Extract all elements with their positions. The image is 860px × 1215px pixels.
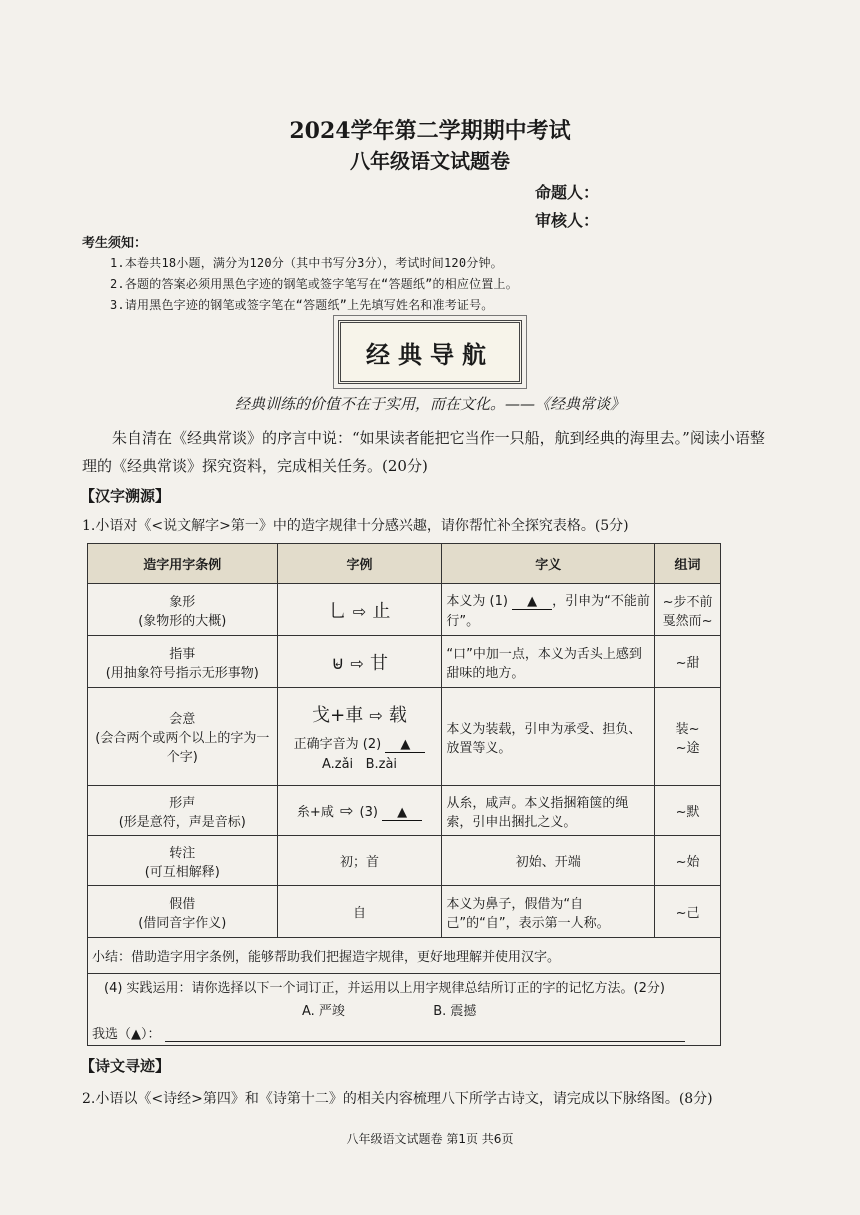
words-cell: ~默 xyxy=(655,786,721,836)
practice-row xyxy=(88,974,721,1046)
answer-blank[interactable]: ▲ xyxy=(512,594,552,610)
example-cell: ⺃ ⇨ 止 xyxy=(277,584,442,636)
example-cell: ⊌ ⇨ 甘 xyxy=(277,636,442,688)
arrow-right-icon: ⇨ xyxy=(369,706,383,725)
table-row xyxy=(88,636,721,688)
example-cell: 初；首 xyxy=(277,836,442,886)
choose-line xyxy=(92,1023,716,1042)
setter-label: 命题人： xyxy=(535,183,600,202)
example-cell: 戈+車 ⇨ 载 正确字音为 (2) ▲ A.zǎi B.zài xyxy=(277,688,442,786)
notice-item: 3.请用黑色字迹的钢笔或签字笔在“答题纸”上先填写姓名和准考证号。 xyxy=(110,298,494,312)
answer-blank[interactable]: ▲ xyxy=(382,805,422,821)
col-header: 组词 xyxy=(655,544,721,584)
rule-cell: 转注 (可互相解释) xyxy=(88,836,278,886)
arrow-right-icon: ⇨ xyxy=(352,601,367,621)
answer-line[interactable] xyxy=(165,1027,685,1042)
option-b: B. 震撼 xyxy=(433,1004,477,1019)
question-2: 2.小语以《<诗经>第四》和《诗第十二》的相关内容梳理八下所学古诗文，请完成以下脉络图。(8分) xyxy=(82,1091,713,1107)
meaning-cell: 从糸，咸声。本义指捆箱箧的绳索，引申出捆扎之义。 xyxy=(442,786,655,836)
meaning-cell: 初始、开端 xyxy=(442,836,655,886)
reviewer-label: 审核人： xyxy=(535,211,600,230)
words-cell: ~始 xyxy=(655,836,721,886)
oracle-glyph-icon: ⺃ xyxy=(328,600,347,622)
section-title-poetry: 【诗文寻迹】 xyxy=(80,1057,171,1075)
col-header: 字例 xyxy=(277,544,442,584)
table-row xyxy=(88,688,721,786)
table-header-row xyxy=(88,544,721,584)
oracle-glyph-icon: ⊌ xyxy=(331,652,345,674)
col-header: 字义 xyxy=(442,544,655,584)
arrow-right-icon: ⇨ xyxy=(339,800,354,820)
epigraph-quote: 经典训练的价值不在于实用，而在文化。——《经典常谈》 xyxy=(234,395,625,413)
rule-cell: 形声 (形是意符，声是音标) xyxy=(88,786,278,836)
meaning-cell: 本义为 (1) ▲ ，引申为“不能前行”。 xyxy=(442,584,655,636)
practice-cell xyxy=(88,974,721,1046)
summary-row xyxy=(88,938,721,974)
option-a: A. 严竣 xyxy=(302,1004,345,1019)
table-row xyxy=(88,786,721,836)
notice-title: 考生须知： xyxy=(82,236,148,251)
intro-line-2: 理的《经典常谈》探究资料，完成相关任务。(20分) xyxy=(82,457,428,475)
choose-label: 我选（▲）： xyxy=(92,1027,161,1042)
words-cell: ~步不前 戛然而~ xyxy=(655,584,721,636)
inquiry-table xyxy=(87,543,721,1046)
words-cell: ~甜 xyxy=(655,636,721,688)
rule-cell: 指事 (用抽象符号指示无形事物) xyxy=(88,636,278,688)
words-cell: ~己 xyxy=(655,886,721,938)
col-header: 造字用字条例 xyxy=(88,544,278,584)
rule-cell: 假借 (借同音字作义) xyxy=(88,886,278,938)
rule-cell: 象形 (象物形的大概) xyxy=(88,584,278,636)
answer-blank[interactable]: ▲ xyxy=(385,737,425,753)
intro-line-1: 朱自清在《经典常谈》的序言中说：“如果读者能把它当作一只船，航到经典的海里去。”阅读小语整 xyxy=(112,429,765,447)
page-footer: 八年级语文试题卷 第1页 共6页 xyxy=(346,1132,514,1146)
practice-prompt: (4) 实践运用：请你选择以下一个词订正，并运用以上用字规律总结所订正的字的记忆方法。(2分) xyxy=(104,981,665,996)
practice-options xyxy=(92,1000,716,1019)
oracle-glyph-icon: 戈+車 xyxy=(312,705,364,726)
section-banner: 经典导航 xyxy=(338,320,522,384)
rule-cell: 会意 (会合两个或两个以上的字为一个字) xyxy=(88,688,278,786)
meaning-cell: 本义为鼻子，假借为“自己”的“自”，表示第一人称。 xyxy=(442,886,655,938)
summary-text: 小结：借助造字用字条例，能够帮助我们把握造字规律，更好地理解并使用汉字。 xyxy=(88,938,721,974)
words-cell: 装~ ~途 xyxy=(655,688,721,786)
exam-subtitle: 八年级语文试题卷 xyxy=(350,149,510,173)
example-cell: 自 xyxy=(277,886,442,938)
example-cell: 糸+咸 ⇨ (3) ▲ xyxy=(277,786,442,836)
table-row xyxy=(88,584,721,636)
table-row xyxy=(88,836,721,886)
question-1: 1.小语对《<说文解字>第一》中的造字规律十分感兴趣，请你帮忙补全探究表格。(5分) xyxy=(82,518,629,534)
notice-item: 1.本卷共18小题，满分为120分（其中书写分3分），考试时间120分钟。 xyxy=(110,256,503,270)
exam-title: 2024学年第二学期期中考试 xyxy=(289,118,571,144)
meaning-cell: “口”中加一点，本义为舌头上感到甜味的地方。 xyxy=(442,636,655,688)
section-title-hanzi: 【汉字溯源】 xyxy=(80,487,171,505)
notice-item: 2.各题的答案必须用黑色字迹的钢笔或签字笔写在“答题纸”的相应位置上。 xyxy=(110,277,518,291)
table-row xyxy=(88,886,721,938)
arrow-right-icon: ⇨ xyxy=(350,653,364,673)
meaning-cell: 本义为装载，引申为承受、担负、放置等义。 xyxy=(442,688,655,786)
